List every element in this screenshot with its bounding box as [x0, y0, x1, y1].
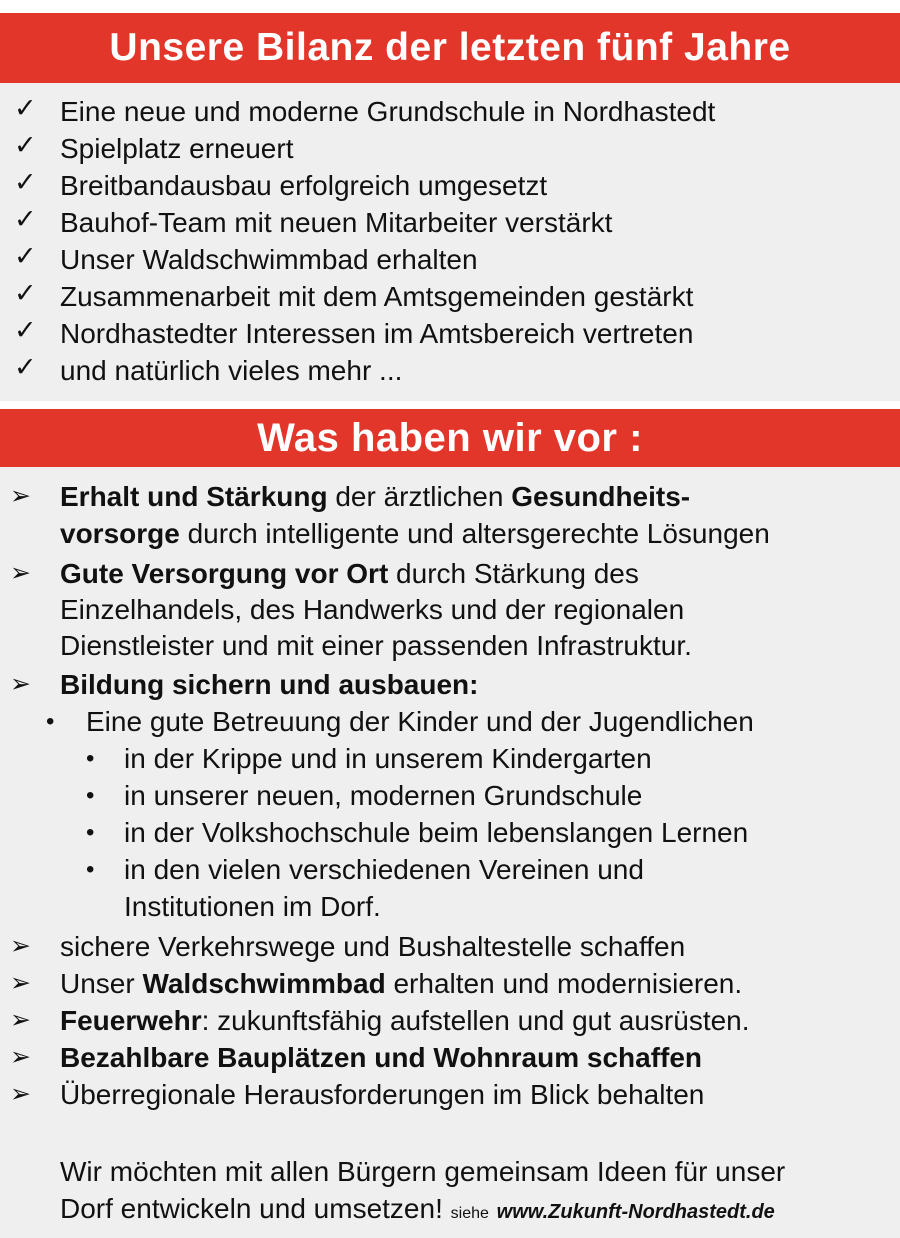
arrow-bullet-icon: ➢ — [10, 670, 31, 698]
check-icon: ✓ — [14, 278, 37, 308]
list-item-versorgung: Gute Versorgung vor Ort durch Stärkung des — [60, 558, 639, 589]
bullet-icon: • — [86, 819, 95, 846]
list-item-verkehr: sichere Verkehrswege und Bushaltestelle schaffen — [60, 931, 686, 962]
check-icon: ✓ — [14, 167, 37, 197]
sub-sub-item-cont: Institutionen im Dorf. — [124, 891, 381, 922]
list-item-bauplaetze: Bezahlbare Bauplätzen und Wohnraum schaffen — [60, 1042, 703, 1073]
sub-item-betreuung: Eine gute Betreuung der Kinder und der Jugendlichen — [86, 706, 754, 737]
check-icon: ✓ — [14, 204, 37, 234]
arrow-bullet-icon: ➢ — [10, 1006, 31, 1034]
list-item-feuerwehr: Feuerwehr: zukunftsfähig aufstellen und gut ausrüsten. — [60, 1005, 750, 1036]
sub-sub-item: in unserer neuen, modernen Grundschule — [124, 780, 643, 811]
bullet-icon: • — [86, 745, 95, 772]
siehe-label: siehe — [450, 1205, 489, 1222]
bilanz-heading: Unsere Bilanz der letzten fünf Jahre — [0, 13, 900, 83]
arrow-bullet-icon: ➢ — [10, 559, 31, 587]
list-item-ueberregional: Überregionale Herausforderungen im Blick behalten — [60, 1079, 705, 1110]
list-item-gesundheit: Erhalt und Stärkung der ärztlichen Gesundheits- — [60, 481, 691, 512]
check-icon: ✓ — [14, 130, 37, 160]
bullet-icon: • — [46, 708, 55, 735]
arrow-bullet-icon: ➢ — [10, 1080, 31, 1108]
check-icon: ✓ — [14, 315, 37, 345]
check-icon: ✓ — [14, 93, 37, 123]
website-link[interactable]: www.Zukunft-Nordhastedt.de — [496, 1201, 775, 1223]
closing-line2: Dorf entwickeln und umsetzen! siehe www.Zukunft-Nordhastedt.de — [60, 1193, 775, 1224]
check-icon: ✓ — [14, 241, 37, 271]
bullet-icon: • — [86, 782, 95, 809]
sub-sub-item: in der Krippe und in unserem Kindergarten — [124, 743, 652, 774]
closing-line1: Wir möchten mit allen Bürgern gemeinsam Ideen für unser — [60, 1156, 786, 1187]
list-item-versorgung-line3: Dienstleister und mit einer passenden Infrastruktur. — [60, 630, 692, 661]
arrow-bullet-icon: ➢ — [10, 482, 31, 510]
list-item-versorgung-line2: Einzelhandels, des Handwerks und der regionalen — [60, 594, 685, 625]
arrow-bullet-icon: ➢ — [10, 932, 31, 960]
list-item-bildung: Bildung sichern und ausbauen: — [60, 669, 479, 700]
vorhaben-heading: Was haben wir vor : — [0, 409, 900, 467]
sub-sub-item: in den vielen verschiedenen Vereinen und — [124, 854, 644, 885]
list-item-waldschwimmbad: Unser Waldschwimmbad erhalten und modernisieren. — [60, 968, 743, 999]
check-icon: ✓ — [14, 352, 37, 382]
list-item-gesundheit-cont: vorsorge durch intelligente und altersgerechte Lösungen — [60, 518, 770, 549]
bilanz-panel: ✓ Eine neue und moderne Grundschule in Nordhastedt ✓ Spielplatz erneuert ✓ Breitbandausbau erfolgreich umgesetzt ✓ Bauhof-Team mit neuen Mitarbeiter verstärkt ✓ Unser Waldschwimmbad erhalten ✓ Zusammenarbeit mit dem Amtsgemeinden gestärkt ✓ Nordhastedter Interessen im Amtsbereich vertreten ✓ und natürlich vieles mehr ... — [0, 83, 900, 401]
arrow-bullet-icon: ➢ — [10, 1043, 31, 1071]
sub-sub-item: in der Volkshochschule beim lebenslangen Lernen — [124, 817, 749, 848]
vorhaben-panel — [0, 467, 900, 1238]
arrow-bullet-icon: ➢ — [10, 969, 31, 997]
bullet-icon: • — [86, 856, 95, 883]
